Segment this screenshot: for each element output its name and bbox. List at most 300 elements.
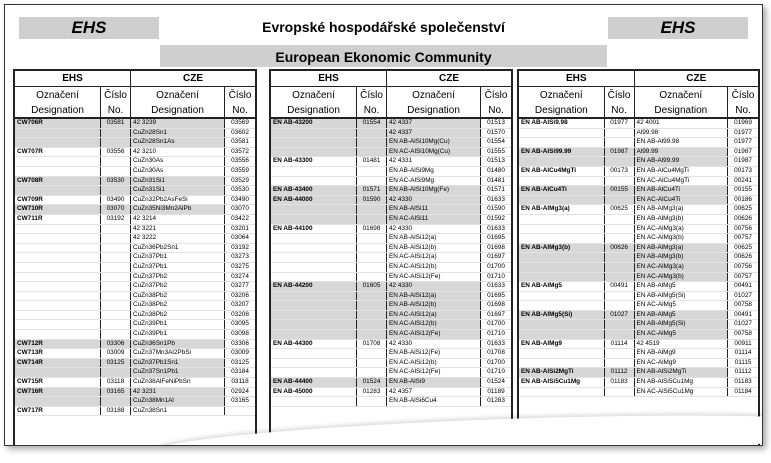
table-row <box>15 349 255 359</box>
cell-ehs-number <box>101 368 131 377</box>
cell-ehs-number: 03125 <box>101 359 131 368</box>
document-page <box>4 4 763 446</box>
table-row <box>519 138 758 148</box>
table-row <box>519 263 758 273</box>
cell-ehs-designation <box>271 320 357 329</box>
table-row <box>15 330 255 340</box>
table-row <box>519 186 758 196</box>
cell-ehs-number <box>605 196 635 205</box>
table-row <box>271 244 511 254</box>
cell-cze-designation: CuZn37Pb2 <box>131 273 225 282</box>
cell-cze-designation: EN AB-AlSi9Mg <box>387 167 481 176</box>
cell-cze-number: 03070 <box>231 205 249 213</box>
cell-cze-number: 03098 <box>231 330 249 338</box>
col-cze-designation <box>387 87 481 117</box>
cell-cze-number: 03581 <box>231 138 249 146</box>
table-block-1 <box>13 69 257 445</box>
cell-cze-number: 03273 <box>231 253 249 261</box>
cell-ehs-number <box>605 253 635 262</box>
col-cze-number-line1: Číslo <box>484 90 508 101</box>
group-header <box>519 69 758 87</box>
table-row <box>271 196 511 206</box>
cell-cze-designation: EN AB-AlSi11 <box>387 205 481 214</box>
table-row <box>519 340 758 350</box>
cell-ehs-designation <box>519 138 605 147</box>
cell-ehs-designation <box>271 138 357 147</box>
cell-ehs-designation: CW712R <box>15 340 101 349</box>
cell-ehs-number: 00626 <box>605 244 635 253</box>
cell-ehs-number <box>357 320 387 329</box>
cell-cze-number: 03422 <box>231 214 249 222</box>
cell-cze-number: 00757 <box>734 272 752 280</box>
cell-ehs-designation <box>271 330 357 339</box>
cell-cze-designation: EN AB-AlSi10Mg(Cu) <box>387 138 481 147</box>
cell-ehs-designation: CW714R <box>15 359 101 368</box>
title-czech: Evropské hospodářské společenství <box>262 19 505 35</box>
cell-cze-designation: 42 3222 <box>131 234 225 243</box>
col-cze-number-line2: No. <box>488 105 504 116</box>
table-row <box>271 388 511 398</box>
cell-cze-designation: 42 4331 <box>387 157 481 166</box>
cell-cze-number: 01698 <box>487 243 505 251</box>
cell-ehs-designation: CW716R <box>15 388 101 397</box>
cell-ehs-designation <box>519 234 605 243</box>
cell-ehs-number: 03165 <box>101 388 131 397</box>
cell-ehs-designation: CW706R <box>15 119 101 128</box>
cell-ehs-number <box>101 129 131 138</box>
cell-cze-number: 01969 <box>734 119 752 126</box>
cell-cze-number: 00756 <box>734 224 752 232</box>
table-row <box>15 397 255 407</box>
cell-cze-number: 01987 <box>734 147 752 155</box>
cell-cze-designation: EN AC-AlMg3(b) <box>635 273 729 282</box>
cell-ehs-designation <box>15 167 101 176</box>
cell-cze-designation: 42 4519 <box>635 340 729 349</box>
table-row <box>519 148 758 158</box>
cell-cze-designation: CuZn36Pb2Sn1 <box>131 244 225 253</box>
cell-cze-designation: EN AB-AlSi5Cu1Mg <box>635 378 729 387</box>
cell-cze-designation: 42 3221 <box>131 225 225 234</box>
cell-cze-designation: CuZn38Mn1Al <box>131 397 225 406</box>
cell-ehs-number <box>605 177 635 186</box>
table-row <box>519 119 758 129</box>
cell-ehs-number: 01027 <box>605 311 635 320</box>
cell-cze-designation: EN AC-AlMg3(b) <box>635 234 729 243</box>
ehs-label-left: EHS <box>19 17 159 39</box>
cell-cze-number: 01633 <box>487 224 505 232</box>
cell-cze-designation: CuZn30As <box>131 157 225 166</box>
cell-ehs-number <box>605 292 635 301</box>
cell-cze-designation: EN AB-AlMg3(b) <box>635 215 729 224</box>
cell-ehs-designation <box>519 157 605 166</box>
cell-cze-number: 01555 <box>487 147 505 155</box>
cell-cze-designation: 42 3231 <box>131 388 225 397</box>
table-row <box>15 138 255 148</box>
cell-ehs-number: 03556 <box>101 148 131 157</box>
table-row <box>519 359 758 369</box>
table-row <box>271 119 511 129</box>
cell-ehs-designation <box>271 215 357 224</box>
table-row <box>519 157 758 167</box>
table-row <box>271 177 511 187</box>
cell-cze-designation: EN AB-AlMg9 <box>635 349 729 358</box>
cell-cze-designation: EN AC-AlMg3(a) <box>635 225 729 234</box>
table-row <box>519 205 758 215</box>
col-ehs-designation <box>271 87 357 117</box>
table-block-2 <box>269 69 513 445</box>
cell-ehs-number: 01977 <box>605 119 635 128</box>
col-ehs-designation <box>15 87 101 117</box>
cell-cze-number: 01977 <box>734 138 752 146</box>
col-ehs-number <box>605 87 635 117</box>
cell-ehs-number <box>357 273 387 282</box>
table-row <box>15 368 255 378</box>
cell-cze-designation: EN AC-AlCu4Ti <box>635 196 729 205</box>
cell-ehs-designation: EN AB-45000 <box>271 388 357 397</box>
table-row <box>519 320 758 330</box>
cell-ehs-designation: EN AB-43200 <box>271 119 357 128</box>
table-row <box>519 378 758 388</box>
cell-cze-designation: CuZn28Sn1 <box>131 129 225 138</box>
cell-cze-number: 03306 <box>231 339 249 347</box>
cell-cze-designation: 42 4330 <box>387 282 481 291</box>
table-row <box>15 148 255 158</box>
col-cze-designation-line1: Označení <box>659 90 703 101</box>
cell-ehs-designation <box>271 129 357 138</box>
table-row <box>519 301 758 311</box>
cell-ehs-number: 01481 <box>357 157 387 166</box>
table-row <box>15 340 255 350</box>
cell-cze-designation: EN AC-AlMg5 <box>635 301 729 310</box>
col-ehs-designation-line1: Označení <box>539 90 583 101</box>
table-row <box>271 225 511 235</box>
cell-cze-designation: CuZn39Pb1 <box>131 330 225 339</box>
cell-cze-designation: 42 3239 <box>131 119 225 128</box>
cell-ehs-number <box>357 263 387 272</box>
cell-ehs-number <box>101 282 131 291</box>
cell-cze-number: 03274 <box>231 272 249 280</box>
cell-ehs-designation <box>271 368 357 377</box>
cell-ehs-designation <box>519 301 605 310</box>
cell-cze-designation: CuZn37Pb1 <box>131 263 225 272</box>
cell-ehs-designation <box>15 282 101 291</box>
col-ehs-number <box>357 87 387 117</box>
column-header-row <box>15 87 255 119</box>
table-row <box>15 157 255 167</box>
cell-ehs-designation <box>271 177 357 186</box>
cell-cze-number: 03530 <box>231 186 249 194</box>
table-row <box>15 378 255 388</box>
cell-ehs-number <box>605 157 635 166</box>
cell-ehs-number <box>605 215 635 224</box>
col-cze-number-line1: Číslo <box>228 90 252 101</box>
cell-ehs-number: 01554 <box>357 119 387 128</box>
cell-cze-designation: CuZn31Si1 <box>131 177 225 186</box>
table-row <box>271 263 511 273</box>
cell-cze-designation: EN AB-AlSi12(b) <box>387 244 481 253</box>
cell-cze-designation: CuZn36Sn1Pb <box>131 340 225 349</box>
table-row <box>519 311 758 321</box>
cell-cze-number: 03556 <box>231 157 249 165</box>
cell-cze-designation: CuZn37Sn1Pb1 <box>131 368 225 377</box>
table-row <box>519 167 758 177</box>
cell-cze-number: 03165 <box>231 397 249 405</box>
cell-ehs-designation <box>15 263 101 272</box>
col-cze-designation-line2: Designation <box>654 105 708 116</box>
cell-cze-number: 03206 <box>231 291 249 299</box>
table-row <box>15 129 255 139</box>
cell-ehs-designation: CW717R <box>15 407 101 416</box>
cell-cze-designation: EN AC-AlMg3(a) <box>635 263 729 272</box>
table-row <box>519 368 758 378</box>
cell-cze-designation: EN AC-AlSi12(a) <box>387 253 481 262</box>
cell-ehs-designation <box>519 196 605 205</box>
cell-ehs-number <box>605 273 635 282</box>
cell-cze-number: 01114 <box>734 349 752 357</box>
cell-ehs-designation: EN AB-AlMg5 <box>519 282 605 291</box>
cell-ehs-number: 01590 <box>357 196 387 205</box>
col-cze-number-line2: No. <box>735 105 751 116</box>
cell-cze-number: 03490 <box>231 195 249 203</box>
table-row <box>15 177 255 187</box>
cell-cze-designation: EN AC-AlSi12(a) <box>387 311 481 320</box>
group-header-cze: CZE <box>439 73 459 84</box>
table-row <box>15 234 255 244</box>
cell-cze-designation: Al99.98 <box>635 129 729 138</box>
cell-ehs-number <box>101 253 131 262</box>
table-row <box>15 253 255 263</box>
cell-cze-number: 03184 <box>231 368 249 376</box>
cell-cze-number: 00626 <box>734 253 752 261</box>
cell-ehs-number <box>101 397 131 406</box>
cell-cze-number: 03275 <box>231 262 249 270</box>
col-cze-designation <box>131 87 225 117</box>
table-row <box>15 215 255 225</box>
table-row <box>519 330 758 340</box>
cell-cze-number: 01571 <box>487 186 505 194</box>
table-row <box>271 397 511 407</box>
cell-cze-number: 01633 <box>487 195 505 203</box>
table-block-3 <box>517 69 760 445</box>
cell-ehs-designation <box>15 320 101 329</box>
table-row <box>15 407 255 417</box>
cell-ehs-designation: EN AB-AlSi99.99 <box>519 148 605 157</box>
cell-ehs-number <box>101 167 131 176</box>
group-header <box>271 69 511 87</box>
cell-ehs-designation <box>15 273 101 282</box>
cell-cze-number: 03572 <box>231 147 249 155</box>
table-row <box>271 186 511 196</box>
cell-ehs-number <box>101 301 131 310</box>
cell-ehs-number <box>101 234 131 243</box>
cell-ehs-number <box>357 330 387 339</box>
title-english: European Ekonomic Community <box>275 49 492 65</box>
ehs-label-right: EHS <box>608 17 748 39</box>
cell-ehs-designation <box>15 138 101 147</box>
cell-cze-designation: EN AB-Al99.98 <box>635 138 729 147</box>
cell-ehs-designation: EN AB-44300 <box>271 340 357 349</box>
cell-ehs-designation: CW709R <box>15 196 101 205</box>
cell-ehs-designation <box>519 349 605 358</box>
cell-ehs-designation <box>271 148 357 157</box>
cell-ehs-number <box>357 244 387 253</box>
cell-cze-number: 00758 <box>734 301 752 309</box>
cell-ehs-designation: EN AB-AlMg5(Si) <box>519 311 605 320</box>
cell-cze-designation: CuZn38Pb2 <box>131 311 225 320</box>
table-row <box>519 177 758 187</box>
cell-ehs-designation: CW715R <box>15 378 101 387</box>
table-row <box>519 196 758 206</box>
cell-ehs-designation <box>271 234 357 243</box>
cell-cze-number: 01633 <box>487 282 505 290</box>
cell-cze-number: 03095 <box>231 320 249 328</box>
cell-ehs-designation: EN AB-AlCu4Ti <box>519 186 605 195</box>
cell-cze-designation: 42 4337 <box>387 129 481 138</box>
cell-cze-designation: EN AC-AlSi12(Fe) <box>387 330 481 339</box>
cell-ehs-number <box>101 138 131 147</box>
cell-cze-number: 00173 <box>734 166 752 174</box>
cell-cze-number: 01695 <box>487 291 505 299</box>
table-row <box>15 119 255 129</box>
table-row <box>15 263 255 273</box>
cell-cze-designation: 42 3210 <box>131 148 225 157</box>
cell-ehs-number <box>101 330 131 339</box>
col-ehs-number-line2: No. <box>363 105 380 116</box>
cell-ehs-number: 01183 <box>605 378 635 387</box>
cell-ehs-designation: EN AB-44400 <box>271 378 357 387</box>
table-row <box>15 320 255 330</box>
cell-cze-number: 01554 <box>487 138 505 146</box>
cell-ehs-number <box>605 301 635 310</box>
table-row <box>519 282 758 292</box>
cell-cze-designation: EN AB-AlMg3(a) <box>635 205 729 214</box>
cell-cze-number: 01697 <box>487 253 505 261</box>
cell-cze-designation: EN AC-AlSi12(Fe) <box>387 273 481 282</box>
cell-cze-number: 01710 <box>487 272 505 280</box>
col-cze-designation-line1: Označení <box>412 90 455 101</box>
cell-cze-number: 01977 <box>734 128 752 136</box>
cell-ehs-number: 03118 <box>101 378 131 387</box>
cell-ehs-number: 03009 <box>101 349 131 358</box>
col-cze-number-line1: Číslo <box>731 90 755 101</box>
cell-cze-number: 00491 <box>734 310 752 318</box>
col-cze-designation-line1: Označení <box>156 90 199 101</box>
table-row <box>271 253 511 263</box>
cell-cze-number: 00491 <box>734 282 752 290</box>
cell-ehs-designation <box>15 253 101 262</box>
cell-cze-number: 00186 <box>734 195 752 203</box>
cell-ehs-designation <box>15 129 101 138</box>
cell-ehs-number: 01987 <box>605 148 635 157</box>
table-row <box>271 349 511 359</box>
cell-ehs-designation: EN AB-AlMg3(a) <box>519 205 605 214</box>
cell-cze-number: 03009 <box>231 349 249 357</box>
cell-cze-number: 02924 <box>231 387 249 395</box>
col-ehs-designation <box>519 87 605 117</box>
cell-ehs-number: 03306 <box>101 340 131 349</box>
cell-ehs-number <box>605 138 635 147</box>
cell-ehs-designation <box>519 177 605 186</box>
table-row <box>519 388 758 398</box>
cell-ehs-designation: EN AB-43400 <box>271 186 357 195</box>
table-row <box>15 225 255 235</box>
cell-cze-designation: EN AB-AlMg5 <box>635 311 729 320</box>
column-header-row <box>519 87 758 119</box>
cell-cze-number: 00625 <box>734 243 752 251</box>
cell-ehs-designation <box>519 225 605 234</box>
cell-cze-number: 03201 <box>231 224 249 232</box>
cell-cze-designation: EN AB-Al99.99 <box>635 157 729 166</box>
cell-cze-designation: 42 4330 <box>387 225 481 234</box>
cell-ehs-number <box>605 263 635 272</box>
cell-ehs-number <box>605 234 635 243</box>
cell-ehs-designation <box>271 205 357 214</box>
table-row <box>271 205 511 215</box>
cell-cze-number: 01115 <box>734 358 752 366</box>
table-row <box>271 320 511 330</box>
cell-ehs-number <box>357 167 387 176</box>
cell-ehs-number <box>357 138 387 147</box>
cell-cze-number: 01700 <box>487 358 505 366</box>
table-row <box>271 129 511 139</box>
cell-cze-designation: EN AC-AlSi9Mg <box>387 177 481 186</box>
cell-cze-number: 01112 <box>734 368 752 376</box>
col-ehs-number <box>101 87 131 117</box>
cell-ehs-number: 03530 <box>101 177 131 186</box>
cell-cze-designation: EN AC-AlSi10Mg(Cu) <box>387 148 481 157</box>
cell-cze-number: 01700 <box>487 262 505 270</box>
cell-cze-number: 00911 <box>734 339 752 347</box>
table-area <box>11 69 756 445</box>
cell-cze-designation: EN AB-AlSi12(b) <box>387 301 481 310</box>
cell-ehs-designation <box>15 292 101 301</box>
cell-cze-number: 03569 <box>231 119 249 126</box>
cell-ehs-number <box>605 129 635 138</box>
cell-ehs-number <box>605 225 635 234</box>
table-row <box>271 148 511 158</box>
cell-cze-number: 03064 <box>231 234 249 242</box>
table-row <box>271 138 511 148</box>
cell-cze-number: 01189 <box>487 387 505 395</box>
col-ehs-designation-line1: Označení <box>36 90 79 101</box>
cell-cze-designation: EN AC-AlMg5 <box>635 330 729 339</box>
cell-ehs-designation <box>271 349 357 358</box>
table-row <box>15 359 255 369</box>
col-cze-designation-line2: Designation <box>151 105 204 116</box>
cell-cze-designation: EN AC-AlSi5Cu1Mg <box>635 388 729 397</box>
cell-ehs-designation <box>15 244 101 253</box>
col-cze-number-line2: No. <box>232 105 248 116</box>
cell-ehs-number: 01283 <box>357 388 387 397</box>
cell-cze-designation: EN AB-AlSi12(a) <box>387 234 481 243</box>
cell-cze-designation: EN AB-AlSi9 <box>387 378 481 387</box>
cell-ehs-number <box>357 177 387 186</box>
cell-ehs-number: 01571 <box>357 186 387 195</box>
cell-ehs-number <box>101 244 131 253</box>
cell-cze-number: 01524 <box>487 378 505 386</box>
cell-cze-designation: CuZn37Mn3Al2PbSi <box>131 349 225 358</box>
cell-cze-number: 01700 <box>487 320 505 328</box>
cell-ehs-designation <box>271 301 357 310</box>
cell-ehs-number: 00155 <box>605 186 635 195</box>
cell-ehs-designation <box>15 301 101 310</box>
cell-cze-designation: CuZn37Pb2 <box>131 282 225 291</box>
cell-ehs-designation <box>15 311 101 320</box>
cell-ehs-number: 03070 <box>101 205 131 214</box>
cell-cze-number: 01480 <box>487 166 505 174</box>
cell-ehs-designation <box>271 292 357 301</box>
table-row <box>519 225 758 235</box>
